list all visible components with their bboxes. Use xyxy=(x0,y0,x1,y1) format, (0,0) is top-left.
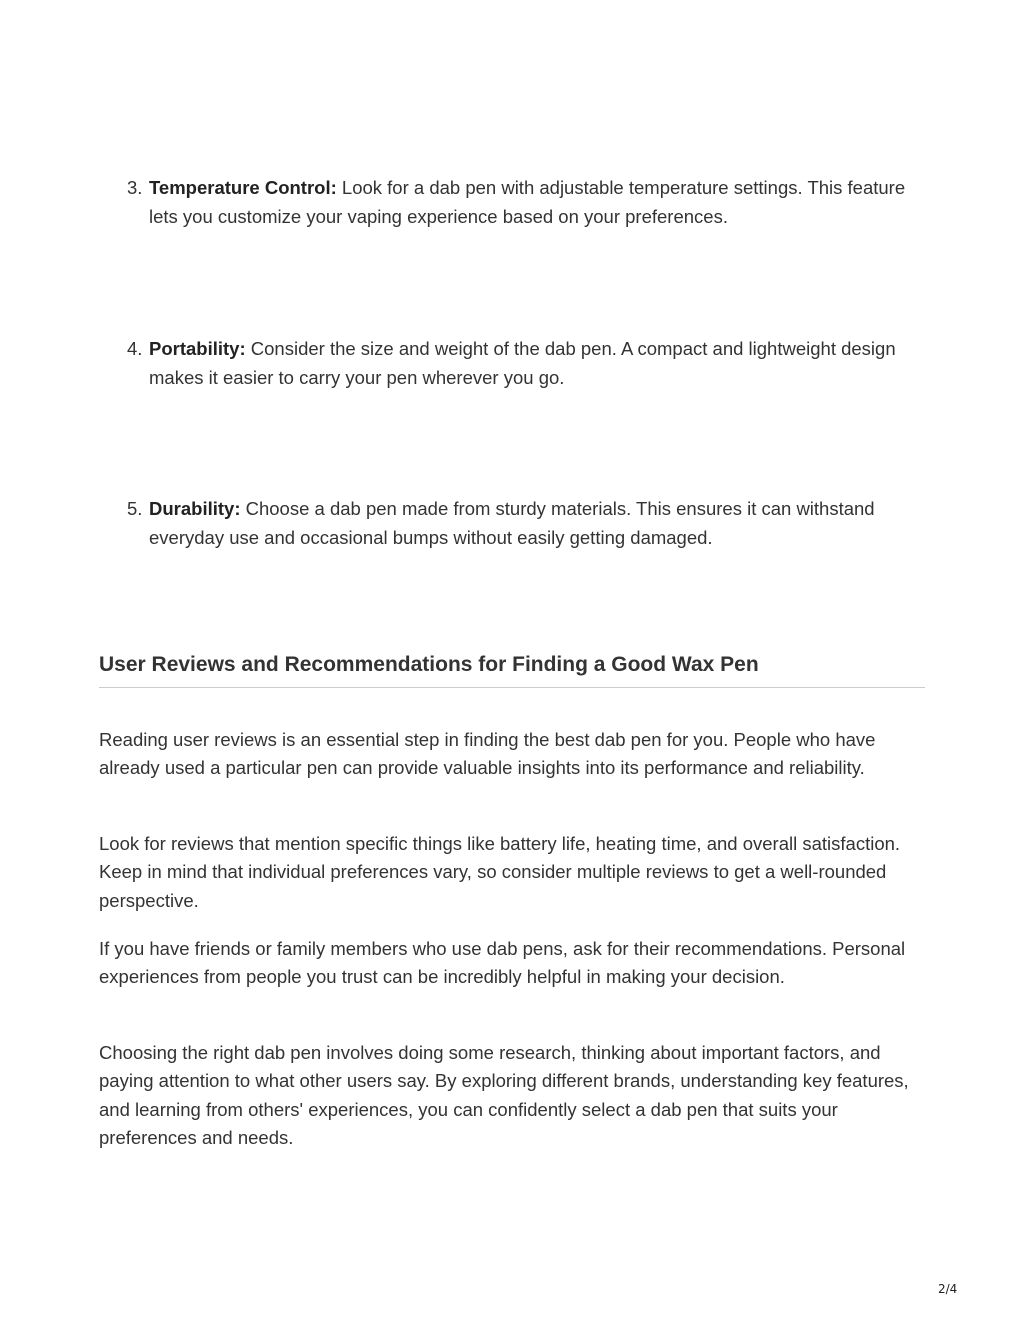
list-item-text: Consider the size and weight of the dab pen. A compact and lightweight design makes it easier to carry your pen wherever you go. xyxy=(149,338,896,388)
list-item-body xyxy=(149,495,927,552)
list-item-text: Choose a dab pen made from sturdy materials. This ensures it can withstand everyday use and occasional bumps without easily getting damaged. xyxy=(149,498,875,548)
list-item-term: Durability: xyxy=(149,498,241,519)
list-item-term: Temperature Control: xyxy=(149,177,337,198)
paragraph: If you have friends or family members who use dab pens, ask for their recommendations. Personal experiences from people you trust can be incredibly helpful in making your decision. xyxy=(99,938,906,988)
list-item-text: Look for a dab pen with adjustable temperature settings. This feature lets you customize your vaping experience based on your preferences. xyxy=(149,177,906,227)
section-heading: User Reviews and Recommendations for Finding a Good Wax Pen xyxy=(99,651,925,688)
list-item-portability xyxy=(127,335,927,392)
list-item-temperature-control xyxy=(127,174,927,231)
page-number: 2/4 xyxy=(938,1282,958,1296)
paragraph: Choosing the right dab pen involves doing some research, thinking about important factors, and paying attention to what other users say. By exploring different brands, understanding key features, and learning from others' experiences, you can confidently select a dab pen that suits your preferences and needs. xyxy=(99,1042,909,1148)
list-number: 5. xyxy=(127,498,143,519)
list-item-body xyxy=(149,335,927,392)
list-item-term: Portability: xyxy=(149,338,246,359)
list-number: 4. xyxy=(127,338,143,359)
list-number: 3. xyxy=(127,177,143,198)
paragraph: Reading user reviews is an essential step in finding the best dab pen for you. People who have already used a particular pen can provide valuable insights into its performance and reliability. xyxy=(99,729,876,779)
list-item-body xyxy=(149,174,927,231)
list-item-durability xyxy=(127,495,927,552)
paragraph: Look for reviews that mention specific things like battery life, heating time, and overall satisfaction. Keep in mind that individual preferences vary, so consider multiple reviews to get a well-rounded perspective. xyxy=(99,833,901,911)
